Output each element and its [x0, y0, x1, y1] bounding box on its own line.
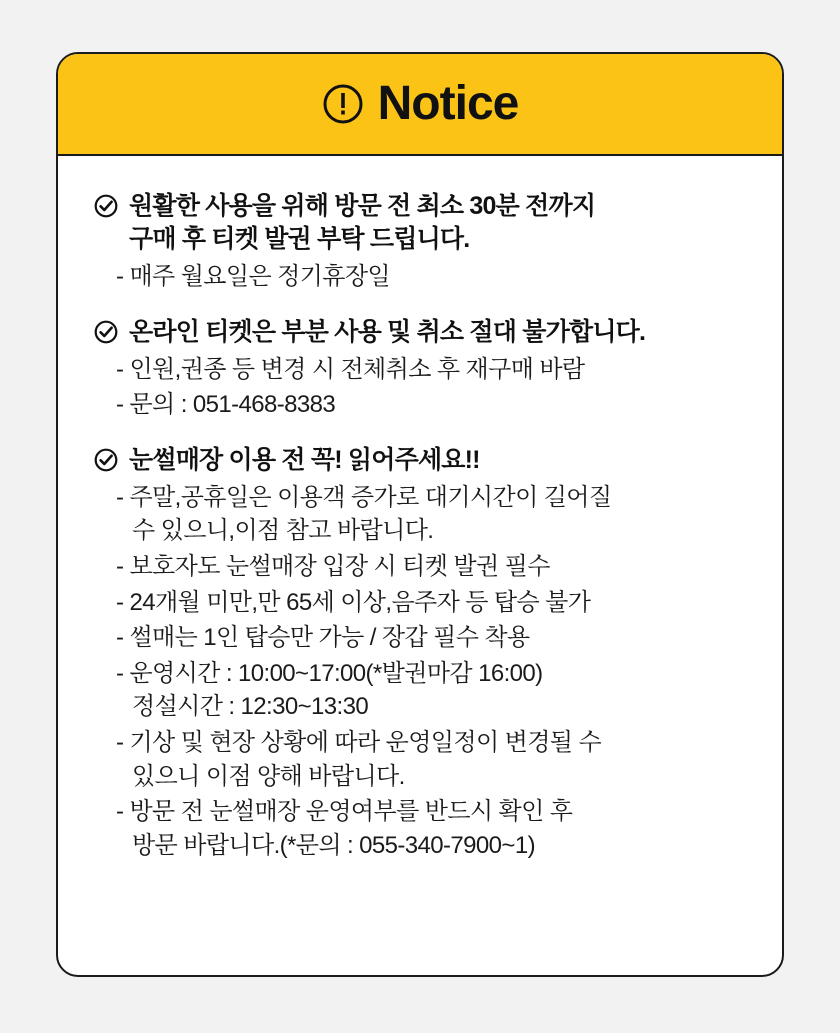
notice-section: [94, 444, 752, 863]
list-item: - 주말,공휴일은 이용객 증가로 대기시간이 길어질: [116, 483, 612, 511]
list-item: 수 있으니,이점 참고 바랍니다.: [132, 517, 434, 545]
notice-section-heading-line: 원활한 사용을 위해 방문 전 최소 30분 전까지: [129, 192, 596, 220]
exclamation-circle-icon: [322, 83, 364, 125]
list-item: - 운영시간 : 10:00~17:00(*발권마감 16:00): [116, 659, 543, 687]
notice-header: [58, 54, 782, 156]
notice-bullet-list: [94, 353, 752, 422]
list-item: - 방문 전 눈썰매장 운영여부를 반드시 확인 후: [116, 798, 573, 826]
notice-section-heading-line: 눈썰매장 이용 전 꼭! 읽어주세요!!: [129, 445, 480, 474]
check-circle-icon: [94, 320, 118, 344]
list-item: 방문 바랍니다.(*문의 : 055-340-7900~1): [132, 831, 535, 859]
list-item: - 보호자도 눈썰매장 입장 시 티켓 발권 필수: [116, 552, 550, 580]
notice-section-header: [94, 444, 752, 477]
list-item: - 문의 : 051-468-8383: [116, 391, 336, 419]
check-circle-icon: [94, 194, 118, 218]
notice-bullet-list: [94, 481, 752, 863]
notice-section-heading-line: 온라인 티켓은 부분 사용 및 취소 절대 불가합니다.: [129, 317, 646, 346]
check-circle-icon: [94, 448, 118, 472]
notice-section: [94, 316, 752, 422]
list-item: - 기상 및 현장 상황에 따라 운영일정이 변경될 수: [116, 728, 602, 756]
notice-bullet-list: [94, 260, 752, 294]
notice-body: [58, 156, 782, 882]
list-item: - 썰매는 1인 탑승만 가능 / 장갑 필수 착용: [116, 624, 530, 652]
notice-card: [56, 52, 784, 977]
list-item: 있으니 이점 양해 바랍니다.: [132, 762, 405, 790]
list-item: - 매주 월요일은 정기휴장일: [116, 263, 391, 290]
notice-section: [94, 190, 752, 294]
notice-section-header: [94, 316, 752, 349]
notice-section-heading-line: 구매 후 티켓 발권 부탁 드립니다.: [129, 225, 470, 253]
list-item: - 24개월 미만,만 65세 이상,음주자 등 탑승 불가: [116, 588, 591, 616]
page-title: Notice: [377, 77, 519, 130]
notice-section-header: [94, 190, 752, 256]
list-item: - 인원,권종 등 변경 시 전체취소 후 재구매 바람: [116, 355, 585, 383]
list-item: 정설시간 : 12:30~13:30: [132, 693, 369, 721]
